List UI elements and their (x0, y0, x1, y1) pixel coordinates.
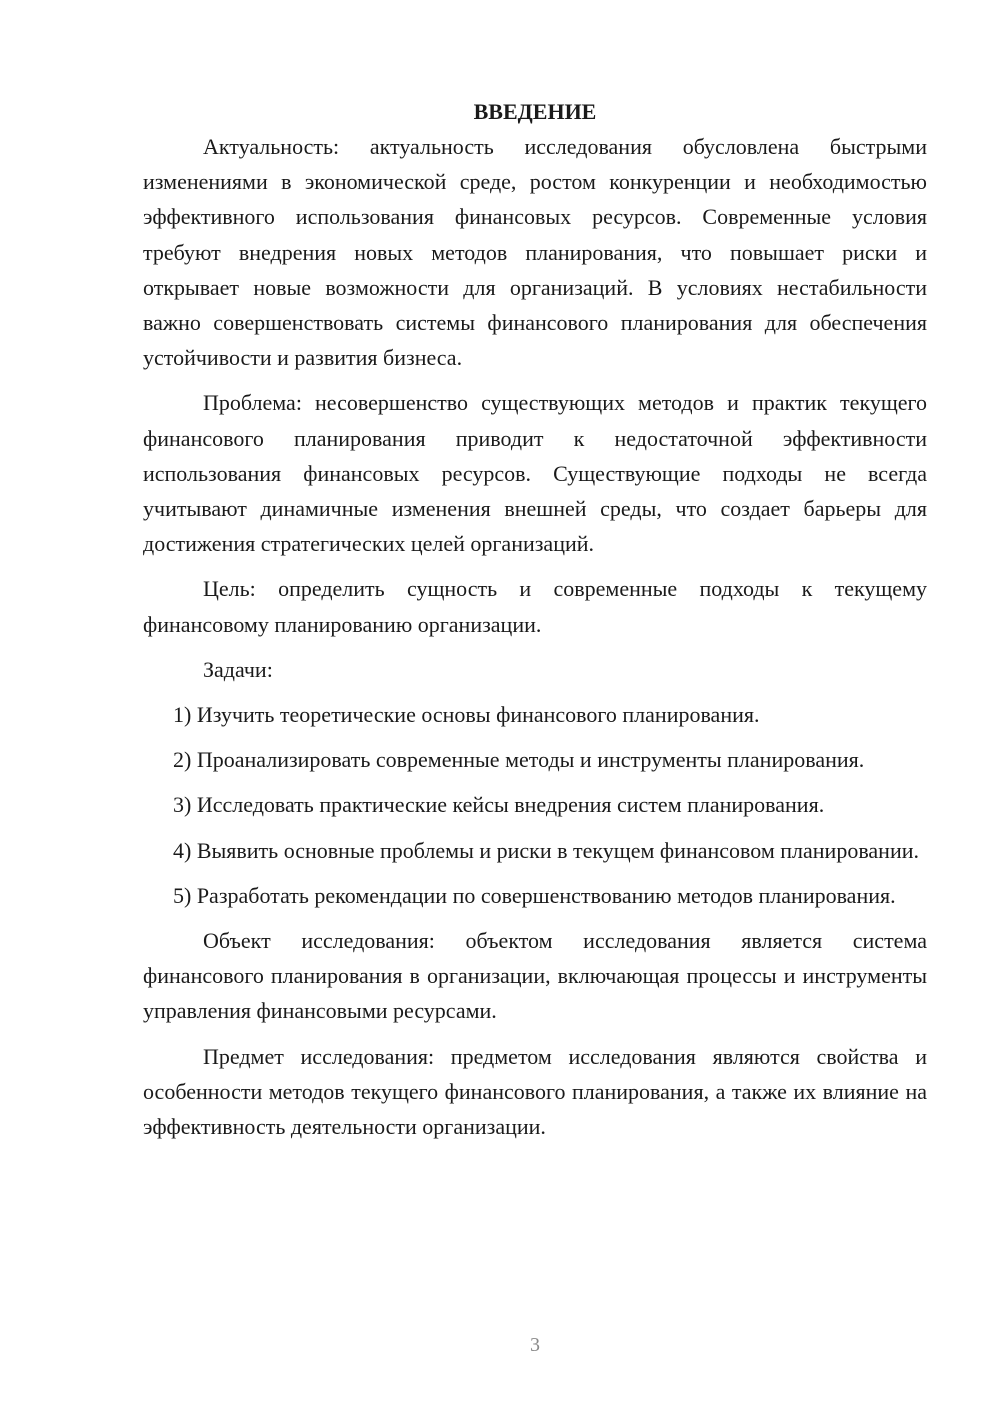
section-heading: ВВЕДЕНИЕ (473, 99, 597, 124)
paragraph-goal: Цель: определить сущность и современные подходы к текущему финансовому планированию организации. (143, 576, 927, 637)
task-item: 5) Разработать рекомендации по совершенствованию методов планирования. (173, 882, 896, 908)
paragraph-object: Объект исследования: объектом исследования является система финансового планирования в организации, включающая процессы и инструменты управления финансовыми ресурсами. (143, 928, 927, 1024)
paragraph-subject: Предмет исследования: предметом исследования являются свойства и особенности методов текущего финансового планирования, а также их влияние на эффективность деятельности организации. (143, 1043, 927, 1140)
task-item: 3) Исследовать практические кейсы внедрения систем планирования. (173, 792, 825, 818)
task-item: 4) Выявить основные проблемы и риски в текущем финансовом планировании. (173, 837, 920, 863)
task-item: 2) Проанализировать современные методы и инструменты планирования. (173, 747, 865, 773)
paragraph-relevance: Актуальность: актуальность исследования обусловлена быстрыми изменениями в экономической среде, ростом конкуренции и необходимостью эффективного использования финансовых ресурсов. Современные условия требуют внедрения новых методов планирования, что повышает риски и открывает новые возможности для организаций. В условиях нестабильности важно совершенствовать системы финансового планирования для обеспечения устойчивости и развития бизнеса. (143, 134, 927, 371)
paragraph-problem: Проблема: несовершенство существующих методов и практик текущего финансового планирования приводит к недостаточной эффективности использования финансовых ресурсов. Существующие подходы не всегда учитывают динамичные изменения внешней среды, что создает барьеры для достижения стратегических целей организаций. (143, 390, 927, 557)
task-item: 1) Изучить теоретические основы финансового планирования. (173, 702, 760, 728)
page-number: 3 (530, 1334, 540, 1356)
document-page (143, 94, 927, 1144)
paragraph-tasks-label: Задачи: (203, 656, 273, 682)
